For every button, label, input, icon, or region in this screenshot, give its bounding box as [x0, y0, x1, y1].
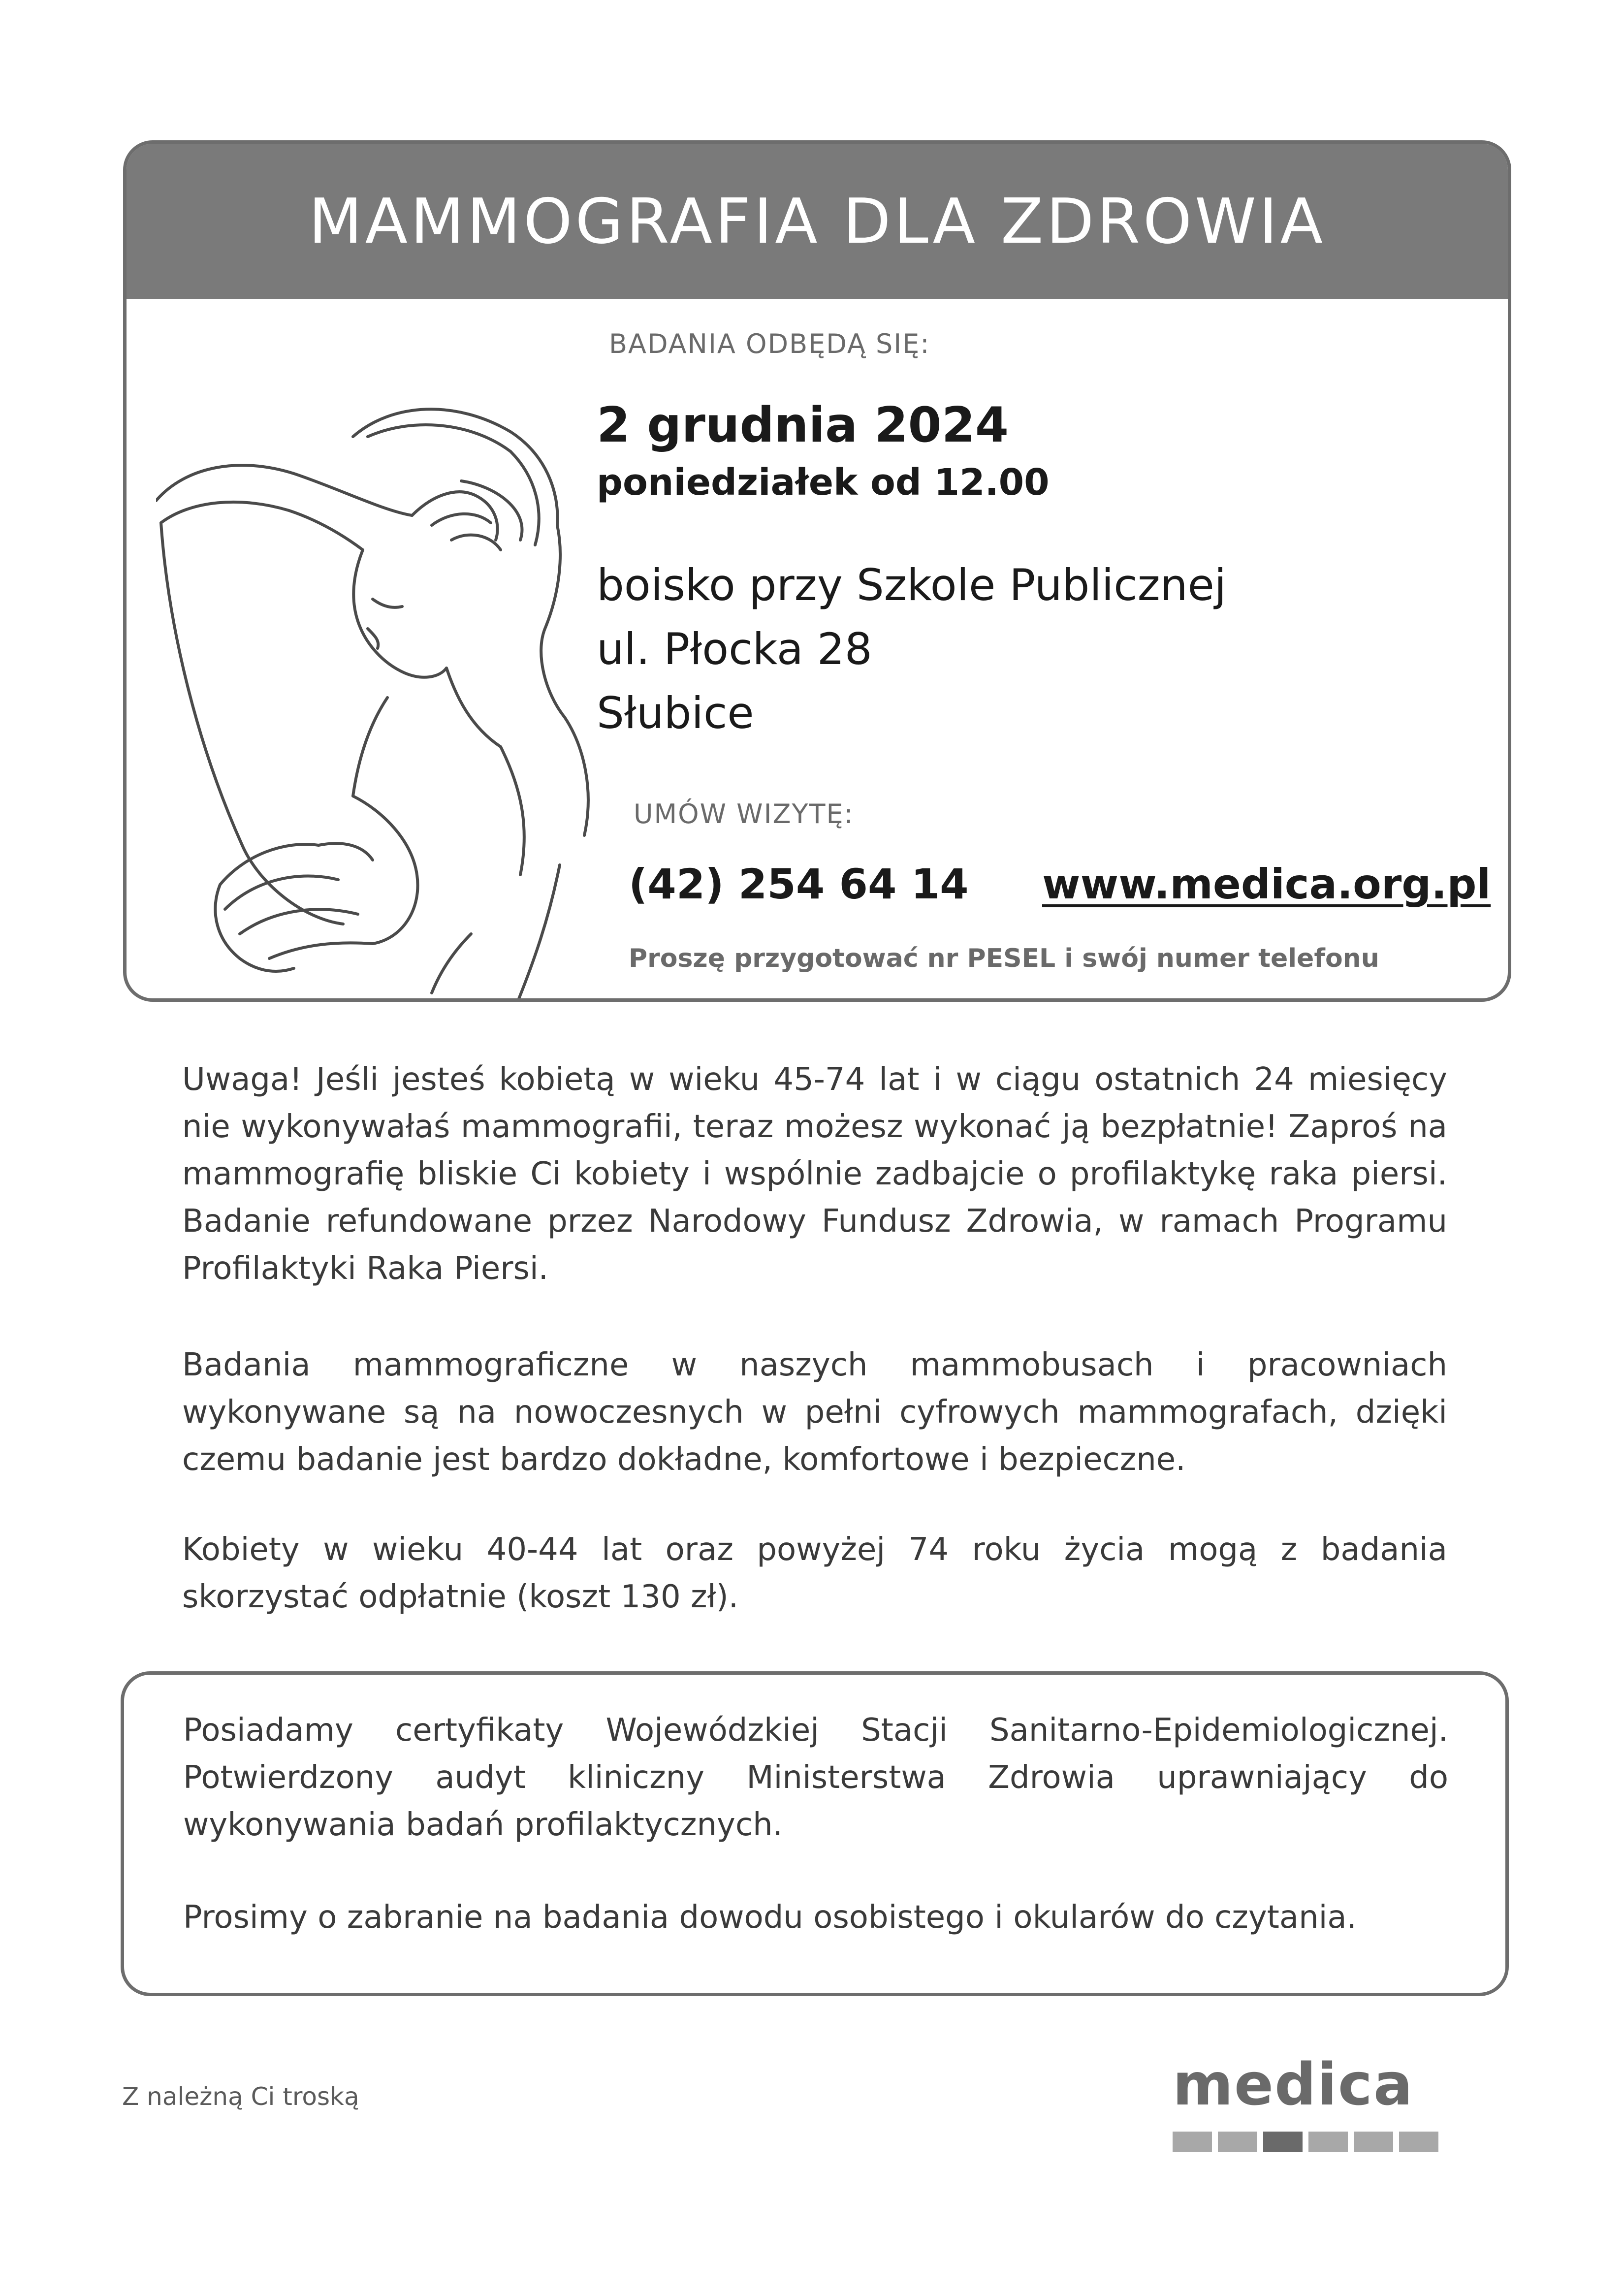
event-info-card: [123, 140, 1511, 1002]
contact-note: Proszę przygotować nr PESEL i swój numer telefonu: [629, 944, 1379, 973]
info-paragraph-3: Kobiety w wieku 40-44 lat oraz powyżej 74 roku życia mogą z badania skorzystać odpłatnie (koszt 130 zł).: [182, 1531, 1447, 1615]
info-paragraph-1: Uwaga! Jeśli jesteś kobietą w wieku 45-74 lat i w ciągu ostatnich 24 miesięcy nie wykonywałaś mammografii, teraz możesz wykonać ją bezpłatnie! Zaproś na mammografię bliskie Ci kobiety i wspólnie zadbajcie o profilaktykę raka piersi. Badanie refundowane przez Narodowy Fundusz Zdrowia, w ramach Programu Profilaktyki Raka Piersi.: [182, 1061, 1447, 1287]
certificates-card: [121, 1671, 1509, 1996]
event-place-line1: boisko przy Szkole Publicznej: [597, 560, 1227, 610]
page-title: MAMMOGRAFIA DLA ZDROWIA: [308, 185, 1326, 257]
event-place-line2: ul. Płocka 28: [597, 624, 872, 674]
event-heading: BADANIA ODBĘDĄ SIĘ:: [609, 328, 930, 359]
logo-bar: [1173, 2132, 1212, 2152]
medica-logo: [1167, 2050, 1492, 2149]
logo-bar: [1399, 2132, 1438, 2152]
contact-heading: UMÓW WIZYTĘ:: [634, 798, 854, 829]
logo-bar: [1263, 2132, 1303, 2152]
event-time: poniedziałek od 12.00: [597, 461, 1050, 504]
event-date: 2 grudnia 2024: [597, 397, 1009, 453]
logo-bar: [1354, 2132, 1393, 2152]
info-paragraph-2: Badania mammograficzne w naszych mammobusach i pracowniach wykonywane są na nowoczesnych w pełni cyfrowych mammografach, dzięki czemu badanie jest bardzo dokładne, komfortowe i bezpieczne.: [182, 1347, 1447, 1478]
logo-bars: [1173, 2132, 1438, 2152]
logo-bar: [1308, 2132, 1348, 2152]
event-place-line3: Słubice: [597, 688, 754, 738]
woman-breast-exam-illustration: [156, 353, 653, 1002]
contact-website-link[interactable]: www.medica.org.pl: [1042, 860, 1491, 908]
certificates-paragraph: Posiadamy certyfikaty Wojewódzkiej Stacji Sanitarno-Epidemiologicznej. Potwierdzony audyt kliniczny Ministerstwa Zdrowia uprawniający do wykonywania badań profilaktycznych.: [183, 1712, 1448, 1843]
title-banner: [127, 144, 1508, 299]
documents-reminder: Prosimy o zabranie na badania dowodu osobistego i okularów do czytania.: [183, 1899, 1357, 1936]
logo-wordmark: medica: [1173, 2050, 1414, 2118]
footer-tagline: Z należną Ci troską: [122, 2082, 359, 2111]
logo-bar: [1218, 2132, 1257, 2152]
contact-phone[interactable]: (42) 254 64 14: [629, 860, 969, 908]
